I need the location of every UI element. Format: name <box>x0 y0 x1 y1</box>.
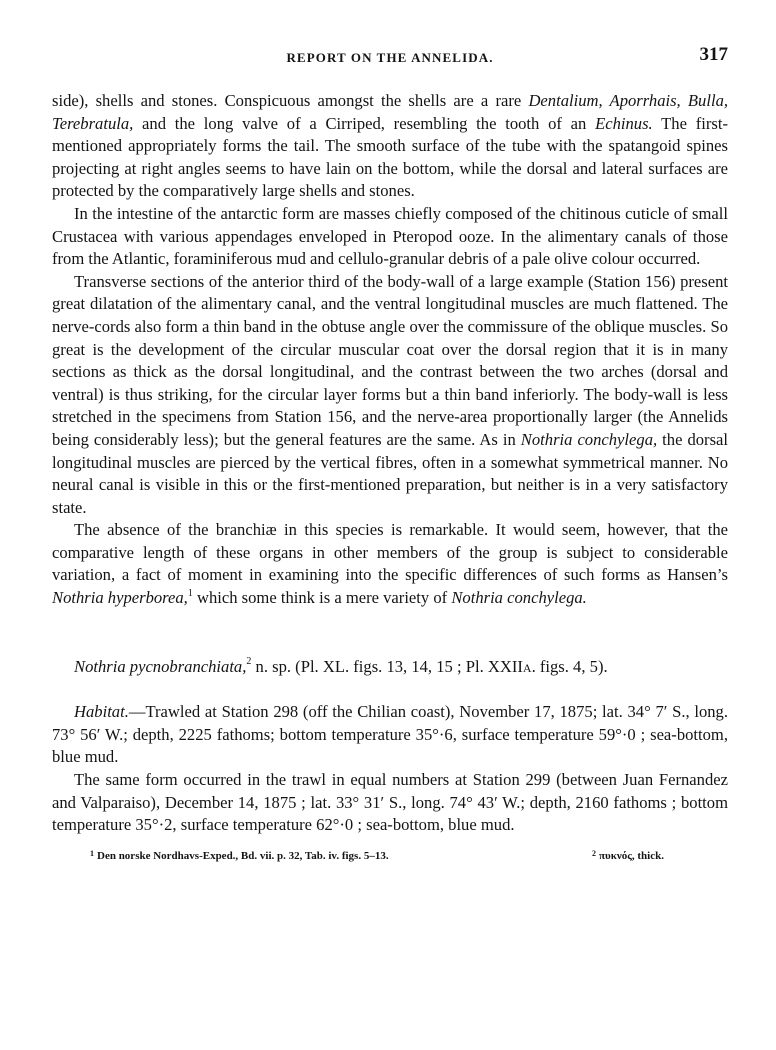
p3-species: Nothria conchylega, <box>520 429 658 449</box>
p1-echinus: Echinus. <box>595 113 653 133</box>
species-plates-1: n. sp. (Pl. XL. figs. 13, 14, 15 ; Pl. XXII <box>251 656 523 676</box>
p4-species-1: Nothria hyperborea, <box>52 588 188 608</box>
species-plate-suffix: a <box>522 656 532 676</box>
species-plates-2: . figs. 4, 5). <box>531 656 608 676</box>
habitat-text: —Trawled at Station 298 (off the Chilian coast), November 17, 1875; lat. 34° 7′ S., long. 73° 56′ W.; depth, 2225 fathoms; bottom temperature 35°·6, surface temperature 59°·0 ; sea-bottom, blue mud. <box>52 702 728 767</box>
habitat-label: Habitat. <box>74 702 129 722</box>
footnotes <box>52 849 728 867</box>
footnote-ref-2: 2 <box>246 656 252 668</box>
p3-text-1: Transverse sections of the anterior third of the body-wall of a large example (Station 156) present great dilatation of the alimentary canal, and the ventral longitudinal muscles are much flattened. The nerve-cords also form a thin band in the obtuse angle over the commissure of the oblique muscles. So great is the development of the circular muscular coat over the dorsal region that it is in many sections as thick as the dorsal longitudinal, and the contrast between the two arches (dorsal and ventral) is thus striking, for the circular layer forms but a thin band inferiorly. The body-wall is less stretched in the specimens from Station 156, and the nerve-area proportionally larger (the Annelids being considerably less); but the general features are the same. As in <box>52 271 728 449</box>
habitat-paragraph <box>52 701 728 769</box>
footnote-ref-1: 1 <box>187 587 193 599</box>
footnote-2 <box>592 849 664 862</box>
p4-text-1: The absence of the branchiæ in this species is remarkable. It would seem, however, that the comparative length of these organs in other members of the group is subject to considerable variation, a fact of moment in examining into the specific differences of such forms as Hansen’s <box>52 520 728 585</box>
p3-text-2: the dorsal longitudinal muscles are pierced by the vertical fibres, often in a somewhat symmetrical manner. No neural canal is visible in this or the first-mentioned preparation, but neither is in a very satisfactory state. <box>52 429 728 517</box>
paragraph-2: In the intestine of the antarctic form are masses chiefly composed of the chitinous cuticle of small Crustacea with various appendages enveloped in Pteropod ooze. In the alimentary canals of those from the Atlantic, foraminiferous mud and cellulo-granular debris of a pale olive colour occurred. <box>52 203 728 269</box>
page <box>52 38 728 867</box>
footnote-1-mark: 1 <box>90 848 94 858</box>
footnote-1-text: Den norske Nordhavs-Exped., Bd. vii. p. 32, Tab. iv. figs. 5–13. <box>97 849 389 862</box>
body-text <box>52 90 728 867</box>
p1-text-1: side), shells and stones. Conspicuous amongst the shells are a rare <box>52 91 529 110</box>
paragraph-3 <box>52 271 728 520</box>
p1-genera: Dentalium, Aporrhais, Bulla, Terebratula, <box>52 91 729 133</box>
species-name: Nothria pycnobranchiata, <box>74 656 247 676</box>
running-head <box>52 38 728 72</box>
p4-text-2: which some think is a mere variety of <box>192 588 452 608</box>
paragraph-4 <box>52 519 728 609</box>
footnote-2-mark: 2 <box>592 848 596 858</box>
species-heading <box>52 656 728 679</box>
page-number: 317 <box>699 44 728 65</box>
p1-text-2: and the long valve of a Cirriped, resembling the tooth of an <box>133 113 596 133</box>
running-title: REPORT ON THE ANNELIDA. <box>286 50 494 65</box>
footnote-1 <box>90 849 389 862</box>
p1-text-3: The first-mentioned appropriately forms the tail. The smooth surface of the tube with the spatangoid spines projecting at right angles seems to have lain on the bottom, while the dorsal and lateral surfaces are protected by the comparatively large shells and stones. <box>52 113 728 201</box>
p4-species-2: Nothria conchylega. <box>451 588 587 608</box>
footnote-2-text: πυκνός, thick. <box>599 849 664 862</box>
habitat-second-paragraph: The same form occurred in the trawl in equal numbers at Station 299 (between Juan Fernandez and Valparaiso), December 14, 1875 ; lat. 33° 31′ S., long. 74° 43′ W.; depth, 2160 fathoms ; bottom temperature 35°·2, surface temperature 62°·0 ; sea-bottom, blue mud. <box>52 770 728 835</box>
paragraph-1 <box>52 90 728 203</box>
habitat-block <box>52 701 728 837</box>
